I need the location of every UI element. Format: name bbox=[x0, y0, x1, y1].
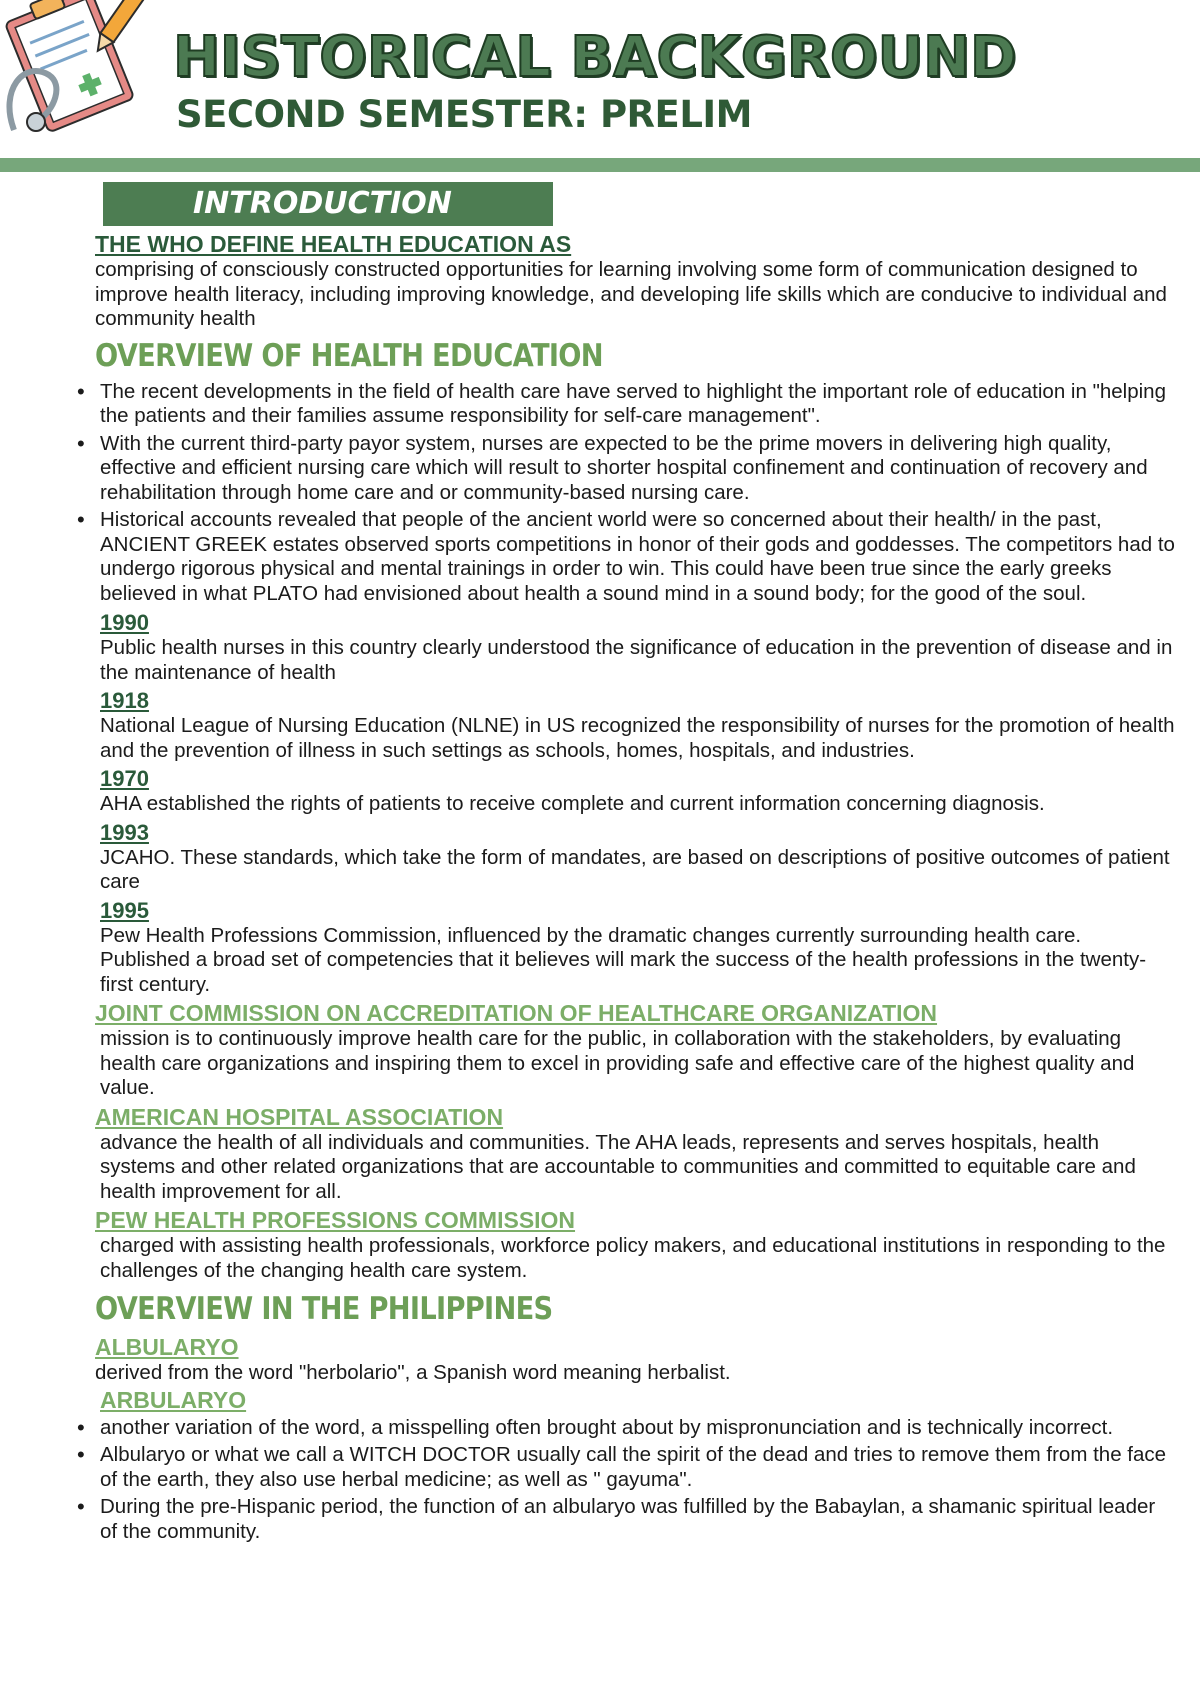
list-item: • Albularyo or what we call a WITCH DOCTOR usually call the spirit of the dead and tries to remove them from the face of the earth, they also use herbal medicine; as well as " gayuma". bbox=[100, 1443, 1175, 1492]
albularyo-heading: ALBULARYO bbox=[95, 1334, 239, 1360]
overview-health-education-heading: OVERVIEW OF HEALTH EDUCATION bbox=[95, 337, 603, 374]
header-divider bbox=[0, 158, 1200, 172]
list-item: • The recent developments in the field of health care have served to highlight the important role of education in "helping the patients and their families assume responsibility for self-care management". bbox=[100, 380, 1175, 429]
timeline-year: 1995 bbox=[100, 897, 149, 923]
org-heading-pew: PEW HEALTH PROFESSIONS COMMISSION bbox=[95, 1207, 576, 1233]
list-item: • With the current third-party payor system, nurses are expected to be the prime movers in delivering high quality, effective and efficient nursing care which will result to shorter hospital confinement and continuation of recovery and rehabilitation through home care and or community-based nursing care. bbox=[100, 432, 1175, 506]
overview-bullet-list bbox=[95, 380, 1175, 607]
timeline-text: JCAHO. These standards, which take the form of mandates, are based on descriptions of positive outcomes of patient care bbox=[100, 845, 1170, 893]
philippines-bullet-list bbox=[95, 1416, 1175, 1545]
who-definition-heading: THE WHO DEFINE HEALTH EDUCATION AS bbox=[95, 231, 572, 257]
org-text-pew: charged with assisting health professionals, workforce policy makers, and educational institutions in responding to the challenges of the changing health care system. bbox=[100, 1234, 1166, 1282]
org-text-aha: advance the health of all individuals and communities. The AHA leads, represents and serves hospitals, health systems and other related organizations that are accountable to communities and committed to equitable care and health improvement for all. bbox=[100, 1130, 1136, 1203]
timeline-text: Pew Health Professions Commission, influenced by the dramatic changes currently surrounding health care. Published a broad set of competencies that it believes will mark the success of the health professions in the twenty-first century. bbox=[100, 923, 1147, 996]
page-header bbox=[0, 0, 1200, 170]
overview-philippines-heading: OVERVIEW IN THE PHILIPPINES bbox=[95, 1291, 553, 1327]
timeline-year: 1990 bbox=[100, 610, 149, 635]
list-item: • another variation of the word, a misspelling often brought about by mispronunciation and is technically incorrect. bbox=[100, 1416, 1175, 1441]
page-title: HISTORICAL BACKGROUND bbox=[173, 25, 1017, 90]
who-definition-text: comprising of consciously constructed opportunities for learning involving some form of communication designed to improve health literacy, including improving knowledge, and developing life skills which are conducive to individual and community health bbox=[95, 258, 1167, 330]
organizations bbox=[95, 999, 1175, 1283]
arbularyo-heading: ARBULARYO bbox=[100, 1386, 247, 1413]
timeline-text: National League of Nursing Education (NLNE) in US recognized the responsibility of nurses for the promotion of health and the prevention of illness in such settings as schools, homes, hospitals, and industries. bbox=[100, 714, 1175, 762]
org-heading-aha: AMERICAN HOSPITAL ASSOCIATION bbox=[95, 1103, 504, 1130]
clipboard-stethoscope-icon bbox=[0, 0, 169, 145]
org-heading-jcaho: JOINT COMMISSION ON ACCREDITATION OF HEALTHCARE ORGANIZATION bbox=[95, 1000, 938, 1026]
timeline-year: 1993 bbox=[100, 819, 149, 845]
org-text-jcaho: mission is to continuously improve health care for the public, in collaboration with the stakeholders, by evaluating health care organizations and inspiring them to excel in providing safe and effective care of the highest quality and value. bbox=[100, 1027, 1135, 1099]
page-subtitle: SECOND SEMESTER: PRELIM bbox=[176, 93, 752, 136]
list-item: • During the pre-Hispanic period, the function of an albularyo was fulfilled by the Babaylan, a shamanic spiritual leader of the community. bbox=[100, 1495, 1175, 1544]
timeline-year: 1918 bbox=[100, 688, 149, 713]
albularyo-text: derived from the word "herbolario", a Spanish word meaning herbalist. bbox=[95, 1361, 731, 1384]
document-body bbox=[95, 182, 1175, 1547]
timeline-text: AHA established the rights of patients to receive complete and current information concerning diagnosis. bbox=[100, 792, 1045, 815]
timeline-year: 1970 bbox=[100, 766, 149, 791]
introduction-banner: INTRODUCTION bbox=[103, 182, 553, 226]
timeline-text: Public health nurses in this country clearly understood the significance of education in the prevention of disease and in the maintenance of health bbox=[100, 636, 1173, 684]
timeline bbox=[95, 609, 1175, 997]
list-item: • Historical accounts revealed that people of the ancient world were so concerned about their health/ in the past, ANCIENT GREEK estates observed sports competitions in honor of their gods and goddesses. The competitors had to undergo rigorous physical and mental trainings in order to win. This could have been true since the early greeks believed in what PLATO had envisioned about health a sound mind in a sound body; for the good of the soul. bbox=[100, 508, 1175, 606]
